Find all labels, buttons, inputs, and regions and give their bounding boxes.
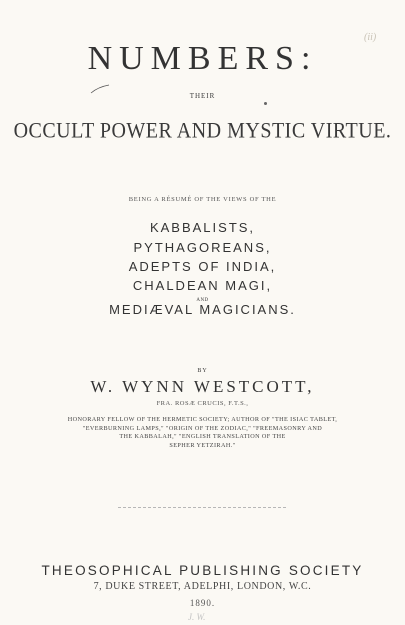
pencil-initials: J. W. [188,612,206,622]
credit-line: THE KABBALAH," "ENGLISH TRANSLATION OF THE [119,433,286,441]
subtitle: OCCULT POWER AND MYSTIC VIRTUE. [13,118,392,144]
by-label: BY [197,368,208,374]
group-magicians: MEDIÆVAL MAGICIANS. [109,302,296,317]
publisher-address: 7, DUKE STREET, ADELPHI, LONDON, W.C. [93,581,312,592]
ink-dot [264,102,267,105]
credit-line: SEPHER YETZIRAH." [169,441,236,449]
resume-line: BEING A RÉSUMÉ OF THE VIEWS OF THE [128,196,277,203]
author-name: W. WYNN WESTCOTT, [90,377,315,396]
and-word: AND [196,298,209,303]
divider-rule [118,507,286,508]
publication-year: 1890. [189,598,216,608]
author-title: FRA. ROSÆ CRUCIS, F.T.S., [156,400,249,407]
pencil-annotation: (ii) [364,32,377,43]
author-credits [0,416,405,450]
group-pythagoreans: PYTHAGOREANS, [133,240,272,255]
group-adepts: ADEPTS OF INDIA, [128,259,277,274]
credit-line: "EVERBURNING LAMPS," "ORIGIN OF THE ZODIAC," "FREEMASONRY AND [82,424,323,432]
group-kabbalists: KABBALISTS, [149,220,256,235]
credit-line: HONORARY FELLOW OF THE HERMETIC SOCIETY; AUTHOR OF "THE ISIAC TABLET, [67,416,338,423]
publisher: THEOSOPHICAL PUBLISHING SOCIETY [41,563,364,578]
their-label: THEIR [189,92,216,100]
book-title: NUMBERS: [87,40,318,77]
group-chaldean: CHALDEAN MAGI, [132,278,273,293]
